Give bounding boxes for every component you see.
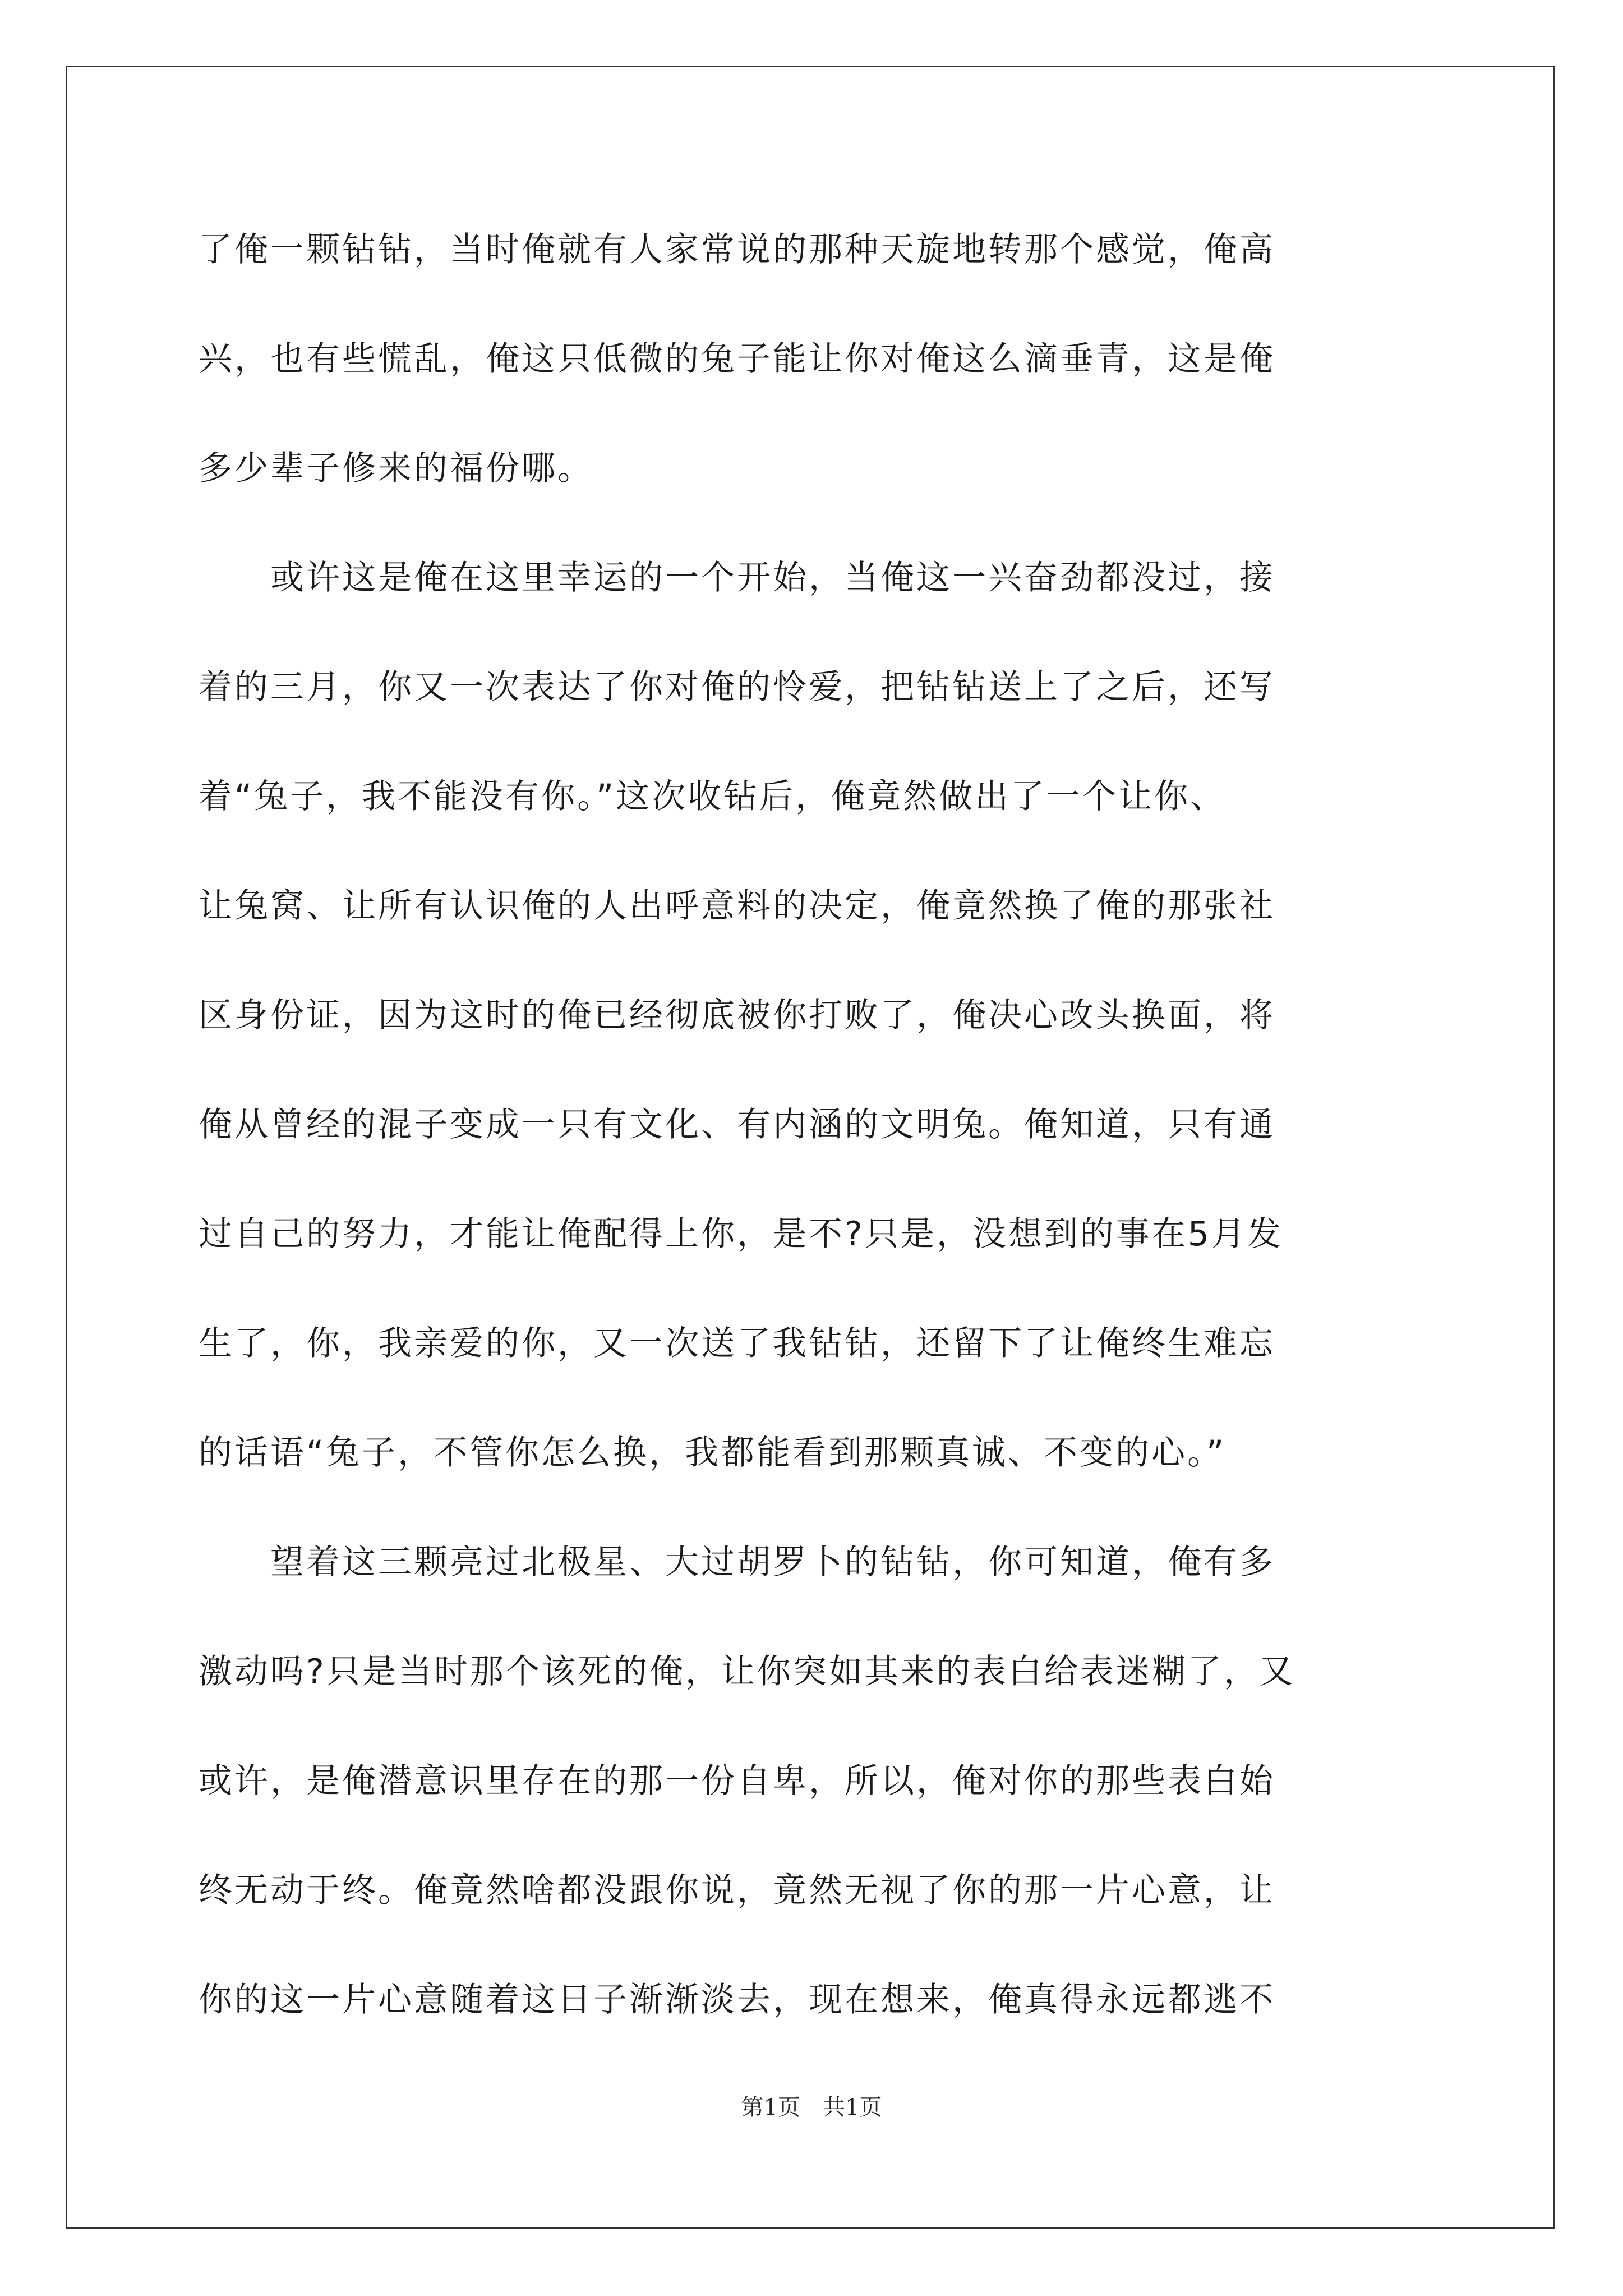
text-line: 过自己的努力，才能让俺配得上你，是不?只是，没想到的事在5月发 bbox=[199, 1214, 1284, 1254]
text-line: 激动吗?只是当时那个该死的俺，让你突如其来的表白给表迷糊了，又 bbox=[199, 1652, 1295, 1691]
text-line: 俺从曾经的混子变成一只有文化、有内涵的文明兔。俺知道，只有通 bbox=[199, 1105, 1275, 1144]
text-line: 生了，你，我亲爱的你，又一次送了我钻钻，还留下了让俺终生难忘 bbox=[199, 1324, 1275, 1363]
text-line: 着的三月，你又一次表达了你对俺的怜爱，把钻钻送上了之后，还写 bbox=[199, 668, 1275, 707]
text-line: 多少辈子修来的福份哪。 bbox=[199, 449, 593, 488]
text-line: 望着这三颗亮过北极星、大过胡罗卜的钻钻，你可知道，俺有多 bbox=[270, 1543, 1275, 1582]
paragraph bbox=[199, 195, 1424, 523]
text-line: 的话语“兔子，不管你怎么换，我都能看到那颗真诚、不变的心。” bbox=[199, 1433, 1227, 1473]
text-line: 了俺一颗钻钻，当时俺就有人家常说的那种天旋地转那个感觉，俺高 bbox=[199, 230, 1275, 269]
paragraph bbox=[199, 1508, 1424, 2055]
paragraph bbox=[199, 523, 1424, 1508]
page-number: 第1页 bbox=[741, 2095, 800, 2120]
page-total: 共1页 bbox=[823, 2095, 882, 2120]
text-line: 终无动于终。俺竟然啥都没跟你说，竟然无视了你的那一片心意，让 bbox=[199, 1871, 1275, 1910]
text-line: 着“兔子，我不能没有你。”这次收钻后，俺竟然做出了一个让你、 bbox=[199, 777, 1227, 816]
text-line: 让兔窝、让所有认识俺的人出呼意料的决定，俺竟然换了俺的那张社 bbox=[199, 886, 1275, 926]
text-line: 或许这是俺在这里幸运的一个开始，当俺这一兴奋劲都没过，接 bbox=[270, 558, 1275, 597]
text-line: 区身份证，因为这时的俺已经彻底被你打败了，俺决心改头换面，将 bbox=[199, 996, 1275, 1035]
document-body bbox=[199, 195, 1424, 2055]
text-line: 兴，也有些慌乱，俺这只低微的兔子能让你对俺这么滴垂青，这是俺 bbox=[199, 339, 1275, 379]
text-line: 你的这一片心意随着这日子渐渐淡去，现在想来，俺真得永远都逃不 bbox=[199, 1980, 1275, 2019]
page-footer bbox=[0, 2090, 1623, 2122]
text-line: 或许，是俺潜意识里存在的那一份自卑，所以，俺对你的那些表白始 bbox=[199, 1761, 1275, 1801]
